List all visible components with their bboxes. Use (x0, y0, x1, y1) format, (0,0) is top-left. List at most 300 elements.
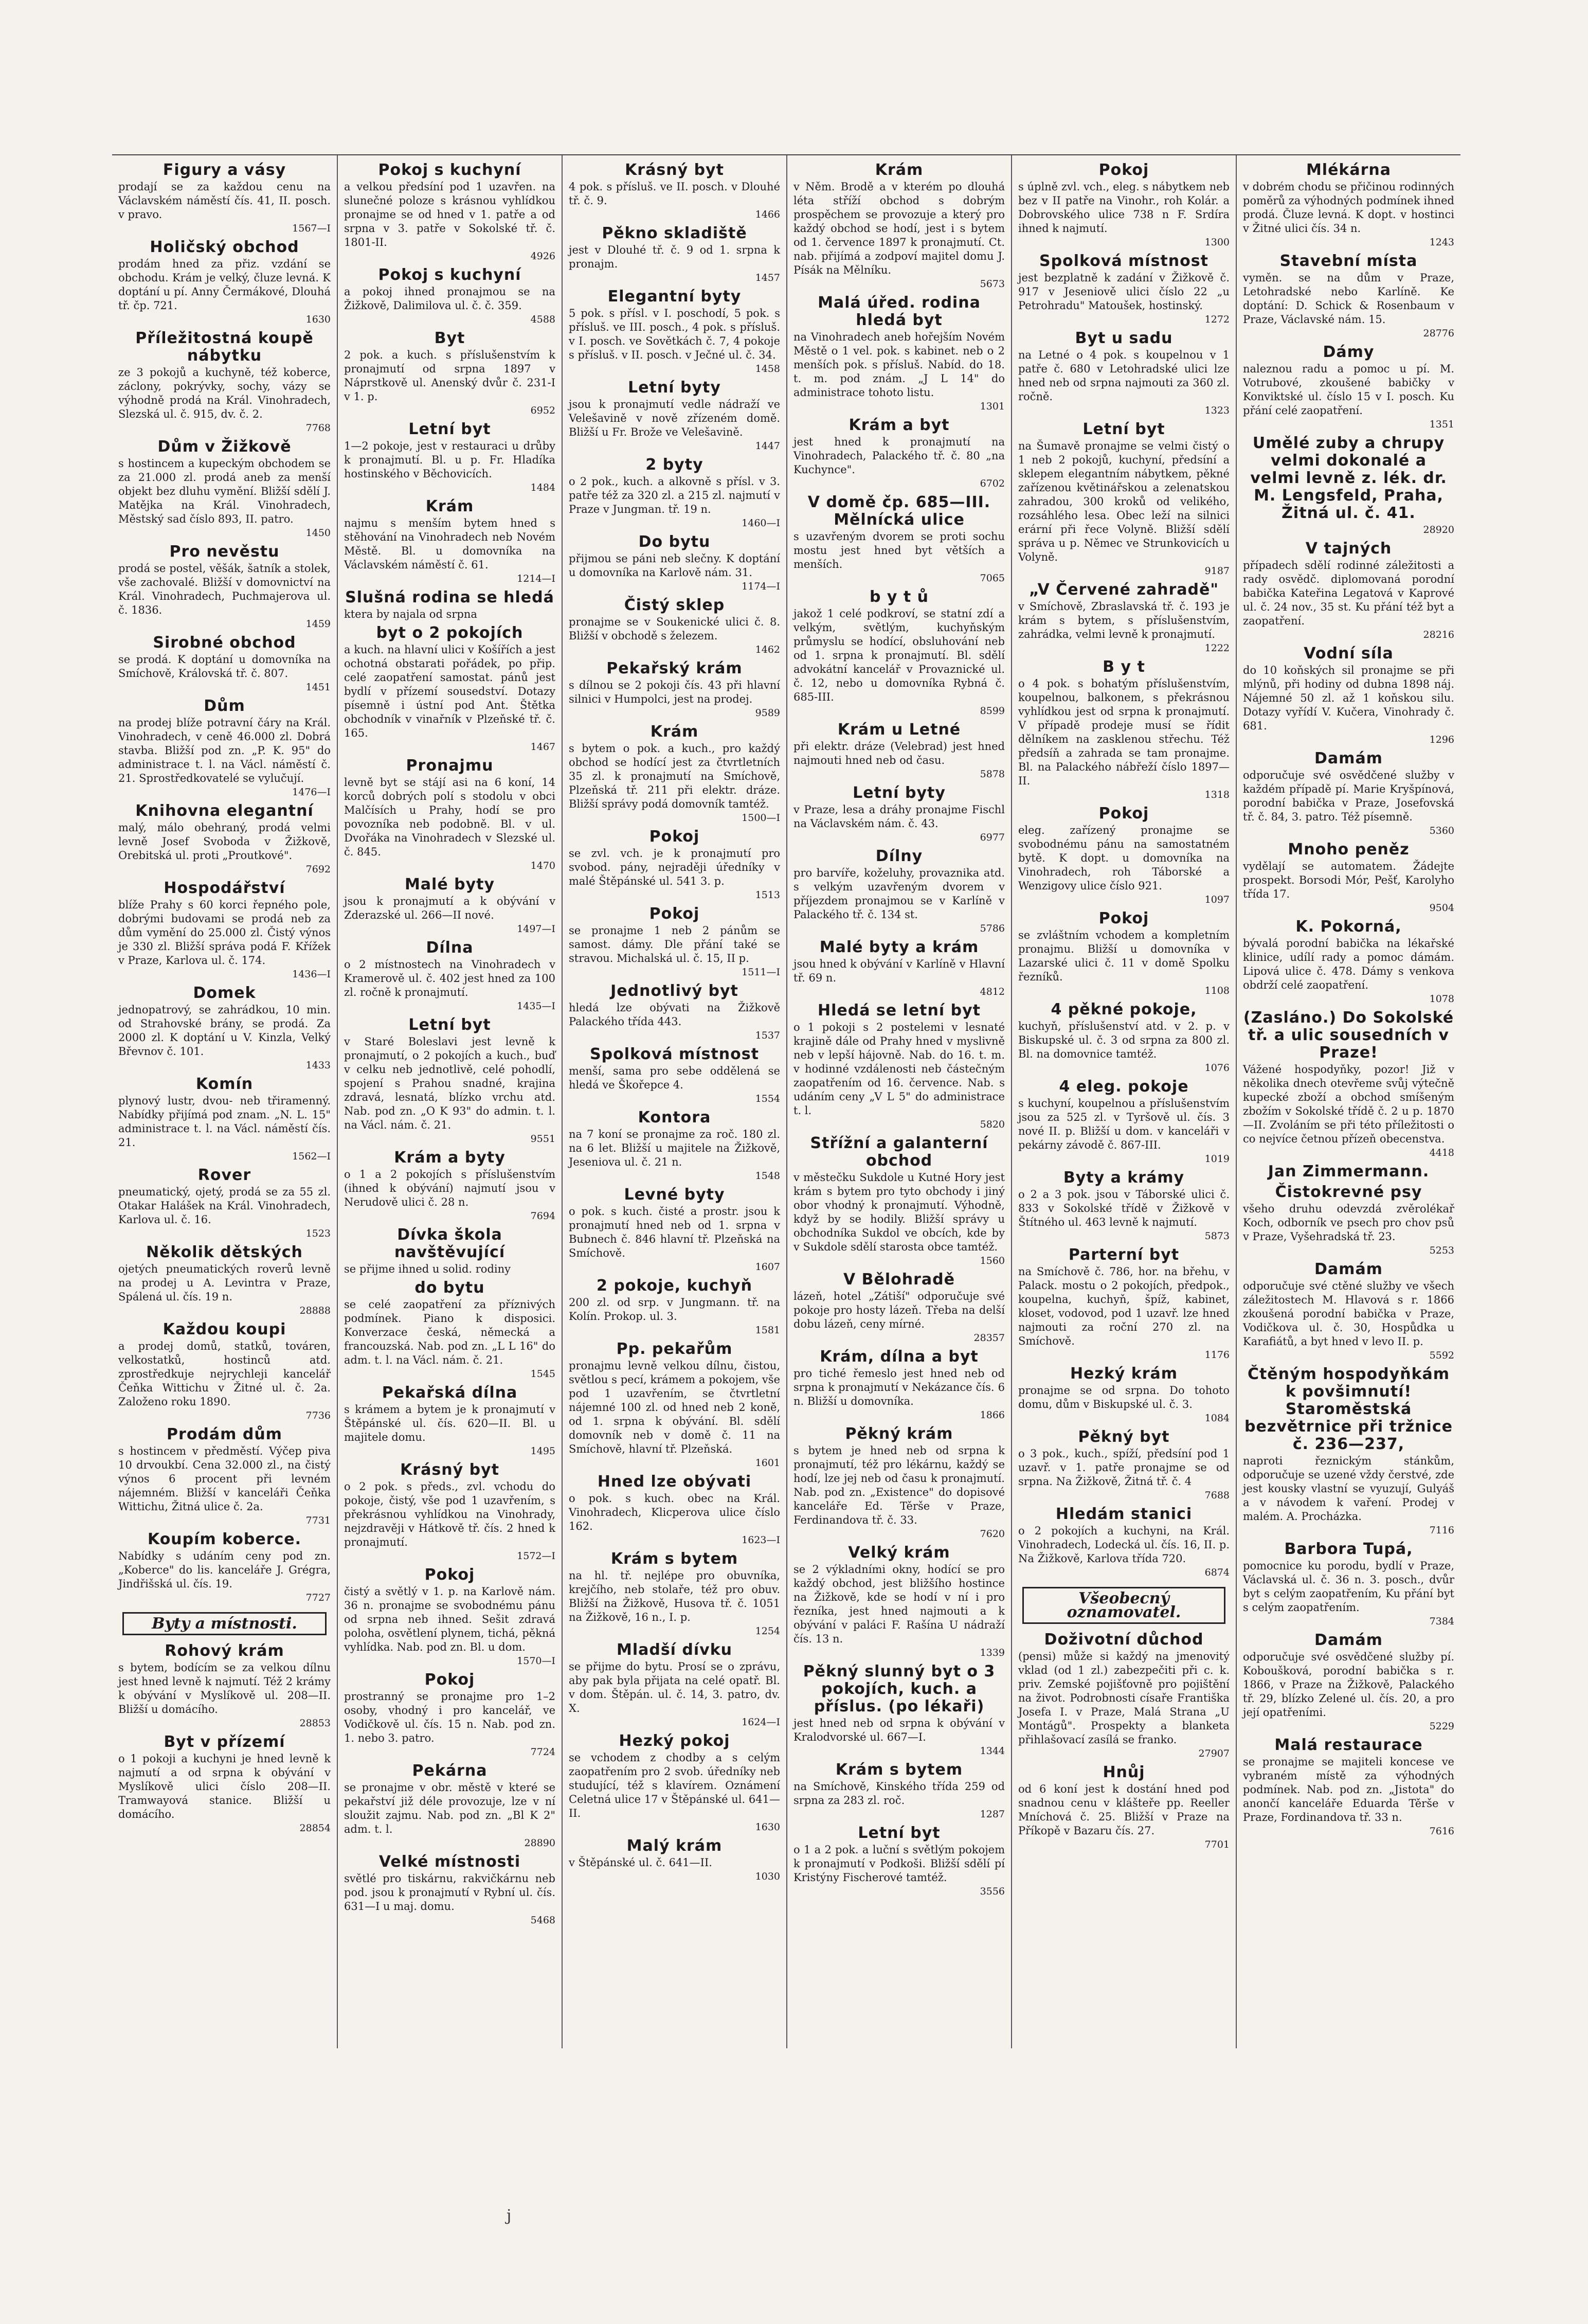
ad-body: Vážené hospodyňky, pozor! Již v několika dnech otevřeme svůj výtečně kupecké zboží a obchod smíšeným zbožím v Sokolské třídě č. 2 u p. 1870—II. Zvoláním se při této příležitosti o co nejvíce četnou přízeň obecenstva. (1243, 1063, 1454, 1145)
advertisement (118, 1321, 331, 1423)
ad-title: Damám (1314, 1631, 1383, 1649)
ad-number: 28853 (299, 1718, 331, 1729)
ad-number: 4418 (1429, 1147, 1454, 1158)
ad-body: odporučuje své ctěné služby ve všech záležitostech M. Hlavová s r. 1866 zkoušená porodní babička v Praze, Vodičkova ul. č. 30, Hospůdka u Karafiátů, a byt hned v levo II. p. (1243, 1280, 1454, 1348)
ad-number: 28776 (1423, 328, 1454, 339)
ad-number: 1458 (755, 363, 780, 374)
ad-body: o 2 pokojích a kuchyni, na Král. Vinohradech, Lodecká ul. čís. 16, II. p. Na Žižkově, Karlova třída 720. (1018, 1525, 1230, 1565)
ad-body: se zvl. vch. je k pronajmutí pro svobod. pány, nejraději úředníky v malé Štěpánské ul. 541 3. p. (569, 847, 780, 887)
ad-body: 5 pok. s přísl. v I. poschodí, 5 pok. s přísluš. ve III. posch., 4 pok. s přísluš. v I. posch. ve Sovětkách č. 7, 4 pokoje s přísluš. v II. posch. v Ječné ul. č. 34. (569, 307, 780, 361)
ad-number: 7620 (980, 1528, 1005, 1540)
ad-body: na Smíchově č. 786, hor. na břehu, v Palack. mostu o 2 pokojích, předpok., koupelna, kuchyň, špíž, kabinet, kloset, vodovod, pod 1 uzavř. lze hned najmouti za roční 270 zl. na Smíchově. (1018, 1265, 1230, 1347)
advertisement (1018, 1078, 1230, 1166)
ad-title: K. Pokorná, (1295, 918, 1402, 936)
ad-body: o pok. s kuch. čisté a prostr. jsou k pronajmutí hned neb od 1. srpna v Bubnech č. 846 hlavní tř. Plzeňská na Smíchově. (569, 1205, 780, 1259)
ad-body: jest v Dlouhé tř. č. 9 od 1. srpna k pronajm. (569, 244, 780, 270)
ad-body: s bytem je hned neb od srpna k pronajmutí, též pro lékárnu, každý se hodí, lze jej neb od času k pronajmutí. Nab. pod zn. „Existence" do dopisové kanceláře Ed. Těrše v Praze, Ferdinandova tř. č. 33. (793, 1444, 1005, 1526)
ad-body: se pronajme se majiteli koncese ve vybraném místě za výhodných podmínek. Nab. pod zn. „Jistota" do anončí kanceláře Eduarda Těrše v Praze, Fordinandova tř. 33 n. (1243, 1756, 1454, 1824)
page-footer-mark: j (507, 2207, 512, 2225)
advertisement (569, 225, 780, 285)
ad-title: b y t ů (869, 588, 929, 606)
ad-number: 1462 (755, 644, 780, 655)
ad-title: Doživotní důchod (1044, 1631, 1204, 1649)
ad-body: v městečku Sukdole u Kutné Hory jest krám s bytem pro tyto obchody i jiný obor vhodný k pronajmutí. Výhodně, když by se hodily. Bližší správy u obchodníka Sukdol ve obcích, kde by v Sukdole sdělí starosta obce tamtéž. (793, 1171, 1005, 1253)
ad-body: o 1 pokoji s 2 postelemi v lesnaté krajině dále od Prahy hned v myslivně neb v lepší hájovně. Nab. do 16. t. m. v hodinné vzdálenosti neb částečným zaopatřením od 16. července. Nab. s udáním ceny „V L 5" do administrace t. l. (793, 1021, 1005, 1117)
advertisement (793, 1425, 1005, 1541)
ad-title: Holičský obchod (150, 238, 299, 256)
ad-title: „V Červené zahradě" (1028, 581, 1219, 599)
advertisement (118, 1244, 331, 1318)
advertisement (118, 802, 331, 877)
ad-title: Každou koupi (163, 1320, 286, 1338)
ad-title: Krám (650, 723, 699, 741)
ad-title: V tajných (1305, 540, 1392, 558)
ad-number: 1570—I (517, 1655, 555, 1667)
advertisement (1243, 344, 1454, 432)
ad-body: levně byt se stájí asi na 6 koní, 14 korců dobrých polí s stodolu v obci Malčísích u Prahy, hodí se pro povozníka neb podobně. Bl. v ul. Dvořáka na Vinohradech v Slezské ul. č. 845. (344, 776, 555, 858)
ad-number: 1470 (530, 860, 555, 871)
advertisement (344, 1279, 555, 1381)
advertisement (344, 421, 555, 495)
advertisement (1018, 658, 1230, 802)
ad-number: 1447 (755, 440, 780, 452)
ad-title: Velký krám (848, 1544, 950, 1562)
advertisement (569, 288, 780, 376)
ad-title: 2 byty (645, 456, 703, 474)
column-2 (337, 155, 562, 2048)
ad-title: Letní byty (628, 379, 721, 397)
ad-body: se pronajme 1 neb 2 pánům se samost. dámy. Dle přání také se stravou. Michalská ul. č. 15, II p. (569, 924, 780, 964)
ad-number: 9551 (530, 1133, 555, 1145)
ad-body: s dílnou se 2 pokoji čís. 43 při hlavní silnici v Humpolci, jest na prodej. (569, 679, 780, 705)
ad-body: Nabídky s udáním ceny pod zn. „Koberce" do lis. kanceláře J. Grégra, Jindřišská ul. čís. 19. (118, 1550, 331, 1590)
ad-body: o 2 pok. s předs., zvl. vchodu do pokoje, čistý, vše pod 1 uzavřením, s překrásnou vyhlídkou na Vinohrady, nejzdravěji v Hátkově tř. čís. 2 hned k pronajmutí. (344, 1480, 555, 1548)
ad-title: Damám (1314, 1260, 1383, 1278)
ad-body: odporučuje své osvědčené služby pí. Koboušková, porodní babička s r. 1866, v Praze na Žižkově, Palackého tř. 29, blízko Zelené ul. čís. 20, a pro její opatřeními. (1243, 1651, 1454, 1719)
ad-body: pneumatický, ojetý, prodá se za 55 zl. Otakar Halášek na Král. Vinohradech, Karlova ul. č. 16. (118, 1186, 331, 1226)
ad-title: Malá restaurace (1274, 1736, 1423, 1754)
ad-number: 1436—I (292, 969, 331, 980)
ad-number: 7065 (980, 573, 1005, 584)
advertisement (1018, 1506, 1230, 1580)
ad-number: 1581 (755, 1325, 780, 1336)
ad-title: Figury a vásy (163, 161, 286, 179)
ad-number: 6702 (980, 478, 1005, 489)
ad-body: a pokoj ihned pronajmou se na Žižkově, Dalimilova ul. č. č. 359. (344, 285, 555, 312)
advertisement (569, 533, 780, 594)
ad-title: Pp. pekařům (616, 1340, 733, 1358)
advertisement (569, 1641, 780, 1729)
ad-title: Letní byt (1082, 420, 1165, 438)
column-1 (112, 155, 337, 2048)
ad-body: prodají se za každou cenu na Václavském náměstí čís. 41, II. posch. v pravo. (118, 181, 331, 221)
ad-number: 1513 (755, 889, 780, 901)
ad-body: s bytem o pok. a kuch., pro každý obchod se hodící jest za čtvrtletních 35 zl. k pronajmutí na Smíchově, Plzeňská tř. 211 při elektr. dráze. Bližší správy podá domovník tamtéž. (569, 742, 780, 810)
ad-title: Krásný byt (400, 1461, 499, 1479)
ad-number: 1562—I (292, 1151, 331, 1162)
ad-title: Krám (425, 497, 474, 515)
ad-number: 5360 (1429, 825, 1454, 836)
advertisement (793, 1002, 1005, 1132)
ad-title: Pokoj (649, 905, 700, 923)
advertisement (1018, 805, 1230, 907)
ad-number: 6874 (1204, 1567, 1230, 1578)
ad-body: najmu s menším bytem hned s stěhování na Vinohradech neb Novém Městě. Bl. u domovníka na Václavském náměstí č. 61. (344, 517, 555, 571)
ad-title: Letní byt (408, 420, 491, 438)
ad-body: prodá se postel, věšák, šatník a stolek, vše zachovalé. Bližší v domovnictví na Král. Vinohradech, Puchmajerova ul. č. 1836. (118, 562, 331, 616)
ad-body: jsou k pronajmutí vedle nádraží ve Velešavině v nově zřízeném domě. Bližší u Fr. Brože ve Velešavině. (569, 398, 780, 438)
advertisement (1018, 421, 1230, 578)
ad-body: 200 zl. od srp. v Jungmann. tř. na Kolín. Prokop. ul. 3. (569, 1296, 780, 1322)
ad-body: všeho druhu odevzdá zvěrolékař Koch, odborník ve psech pro chov psů v Praze, Vyšehradská tř. 23. (1243, 1203, 1454, 1243)
ad-body: 1—2 pokoje, jest v restauraci u drůby k pronajmutí. Bl. u p. Fr. Hladíka hostinského v Běchovicích. (344, 440, 555, 480)
ad-number: 7384 (1429, 1616, 1454, 1627)
advertisement (118, 1076, 331, 1164)
ad-body: s hostincem v předměstí. Výčep piva 10 drvoukbí. Cena 32.000 zl., na čistý výnos 6 procent při levném nájemném. Bližší v kanceláři Čeňka Wittichu, Žitná ulice č. 2a. (118, 1445, 331, 1513)
ad-title: Pokoj (1098, 805, 1149, 823)
advertisement (793, 784, 1005, 845)
advertisement (793, 1348, 1005, 1422)
ad-title: Domek (193, 984, 256, 1002)
ad-body: 4 pok. s přísluš. ve II. posch. v Dlouhé tř. č. 9. (569, 181, 780, 207)
advertisement (118, 239, 331, 327)
advertisement (793, 1825, 1005, 1899)
ad-number: 3556 (980, 1886, 1005, 1897)
ad-body: v Praze, lesa a dráhy pronajme Fischl na Václavském nám. č. 43. (793, 803, 1005, 830)
ad-title: Jednotlivý byt (610, 982, 738, 1000)
ad-body: a kuch. na hlavní ulici v Košířích a jest ochotná obstarati pořádek, po přip. celé zaopatření samostat. pánů jest bydlí v přízemí sousedství. Dotazy písemně i ústní pod Ant. Štětka obchodník v vinařník v Plzeňské tř. č. 165. (344, 643, 555, 739)
ad-title: V domě čp. 685—III. Mělnícká ulice (807, 493, 991, 529)
ad-title: Mlékárna (1306, 161, 1392, 179)
advertisement (793, 294, 1005, 414)
ad-title: Sirobné obchod (153, 634, 296, 652)
ad-body: na Vinohradech aneb hořejším Novém Městě o 1 vel. pok. s kabinet. neb o 2 menších pok. s přísluš. Nabíd. do 18. t. m. pod znám. „J L 14" do administrace tohoto listu. (793, 331, 1005, 399)
advertisement (1018, 253, 1230, 327)
advertisement (793, 1663, 1005, 1758)
ad-title: Hned lze obývati (597, 1473, 752, 1491)
ad-body: se vchodem z chodby a s celým zaopatřením pro 2 svob. úředníky neb studující, též s klavírem. Oznámení Celetná ulice 17 v Štěpánské ul. 641—II. (569, 1751, 780, 1819)
ad-body: pronajme se od srpna. Do tohoto domu, dům v Biskupské ul. č. 3. (1018, 1384, 1230, 1410)
advertisement (569, 723, 780, 825)
ad-title: Hledám stanici (1055, 1505, 1193, 1523)
ad-title: Dílny (875, 847, 923, 865)
ad-body: pomocnice ku porodu, bydlí v Praze, Václavská ul. č. 36 n. 3. posch., dvůr byt s celým zaopatřením, Ku přání byt s celým zaopatřením. (1243, 1560, 1454, 1614)
ad-title: Velké místnosti (378, 1853, 521, 1871)
ad-number: 1451 (305, 682, 331, 693)
ad-body: naleznou radu a pomoc u pí. M. Votrubové, zkoušené babičky v Konviktské ul. číslo 15 v I. posch. Ku přání celé zaopatření. (1243, 363, 1454, 417)
ad-title: 2 pokoje, kuchyň (597, 1277, 752, 1295)
ad-title: Malé byty a krám (819, 938, 979, 956)
ad-number: 1607 (755, 1261, 780, 1273)
ad-number: 1214—I (517, 573, 555, 584)
ad-title: Umělé zuby a chrupy velmi dokonalé a velmi levně z. lék. dr. M. Lengsfeld, Praha, Žitná ul. č. 41. (1250, 434, 1447, 522)
ad-title: Krám (875, 161, 924, 179)
ad-body: jsou hned k obývání v Karlíně v Hlavní tř. 69 n. (793, 958, 1005, 984)
ad-number: 1300 (1204, 237, 1230, 248)
ad-title: Pokoj (1098, 161, 1149, 179)
advertisement (1243, 1009, 1454, 1160)
ad-number: 28888 (299, 1305, 331, 1316)
ad-title: (Zasláno.) Do Sokolské tř. a ulic sousedních v Praze! (1243, 1009, 1454, 1062)
ad-number: 1523 (305, 1228, 331, 1239)
ad-body: o pok. s kuch. obec na Král. Vinohradech, Klicperova ulice číslo 162. (569, 1492, 780, 1532)
ad-title: Krám s bytem (610, 1550, 738, 1568)
advertisement (1018, 1365, 1230, 1425)
ad-number: 1545 (530, 1368, 555, 1380)
column-5 (1011, 155, 1236, 2048)
ad-title: Příležitostná koupě nábytku (135, 329, 314, 365)
ad-number: 7694 (530, 1210, 555, 1222)
advertisement (569, 982, 780, 1043)
ad-title: 4 pěkné pokoje, (1051, 1000, 1197, 1018)
ad-number: 1560 (980, 1255, 1005, 1266)
ad-body: s uzavřeným dvorem se proti sochu mostu jest hned byt větších a menších. (793, 530, 1005, 570)
advertisement (1018, 581, 1230, 655)
advertisement (1243, 1541, 1454, 1629)
advertisement (793, 1544, 1005, 1660)
ad-number: 1287 (980, 1809, 1005, 1820)
ad-body: odporučuje své osvědčené služby v každém případě pí. Marie Kryšpínová, porodní babička v Praze, Josefovská tř. č. 84, 3. patro. Též písemně. (1243, 769, 1454, 823)
advertisement (569, 1473, 780, 1547)
ad-number: 28216 (1423, 629, 1454, 640)
ad-number: 7768 (305, 422, 331, 434)
ad-number: 1466 (755, 209, 780, 220)
ad-body: o 2 a 3 pok. jsou v Táborské ulici č. 833 v Sokolské třídě v Žižkově v Štítného ul. 463 levně k najmutí. (1018, 1188, 1230, 1228)
ad-body: naproti řeznickým stánkům, odporučuje se uzené vždy čerstvé, zde jest kousky vlastní se vyuzují, Gulyáš a v návodem k vaření. Prodej v malém. A. Procházka. (1243, 1455, 1454, 1523)
ad-number: 5878 (980, 768, 1005, 780)
ad-title: Byt v přízemí (164, 1733, 285, 1751)
ad-body: kuchyň, příslušenství atd. v 2. p. v Biskupské ul. č. 3 od srpna za 800 zl. Bl. na domovnice tamtéž. (1018, 1020, 1230, 1060)
ad-body: blíže Prahy s 60 korci řepného pole, dobrými budovami se prodá neb za dům vymění do 25.000 zl. Čistý výnos je 330 zl. Bližší správa podá F. Křížek v Praze, Karlova ul. č. 174. (118, 899, 331, 967)
ad-body: světlé pro tiskárnu, rakvičkárnu neb pod. jsou k pronajmutí v Rybní ul. čís. 631—I u maj. domu. (344, 1872, 555, 1912)
section-header: Všeobecný oznamovatel. (1022, 1587, 1225, 1624)
ad-title: Pokoj (424, 1566, 475, 1584)
ad-body: pronajmu levně velkou dílnu, čistou, světlou s pecí, krámem a pokojem, vše pod 1 uzavřením, se čtvrtletní nájemné 100 zl. od hned neb 2 koně, od 1. srpna k obývání. Bl. sdělí domovník neb v domě č. 11 na Smíchově, hlavní tř. Plzeňská. (569, 1360, 780, 1455)
ad-number: 1450 (305, 527, 331, 539)
advertisement (1018, 910, 1230, 998)
ad-number: 1019 (1204, 1153, 1230, 1165)
section-header: Byty a místnosti. (122, 1612, 327, 1635)
ad-body: v Staré Boleslavi jest levně k pronajmutí, o 2 pokojích a kuch., buď v celku neb jednotlivě, celé pohodlí, spojení s Prahou snadné, krajina zdravá, lesnatá, blízko vrchu atd. Nab. pod zn. „O K 93" do admin. t. l. na Václ. nám. č. 21. (344, 1035, 555, 1131)
advertisement (569, 660, 780, 720)
ad-number: 1108 (1204, 985, 1230, 996)
advertisement (793, 1761, 1005, 1821)
advertisement (1018, 162, 1230, 249)
advertisement (1018, 1428, 1230, 1503)
advertisement (569, 1109, 780, 1183)
ad-number: 9187 (1204, 565, 1230, 577)
advertisement (569, 905, 780, 979)
ad-title: Pekárna (412, 1762, 488, 1780)
ad-title: Malá úřed. rodina hledá byt (818, 294, 981, 329)
advertisement (344, 498, 555, 586)
advertisement (1243, 1366, 1454, 1538)
advertisement (793, 848, 1005, 936)
ad-number: 1630 (305, 314, 331, 325)
ad-title: Spolková místnost (590, 1045, 759, 1063)
ad-body: přijmou se páni neb slečny. K doptání u domovníka na Karlově nám. 31. (569, 552, 780, 579)
ad-body: ze 3 pokojů a kuchyně, též koberce, záclony, pokrývky, sochy, vázy se výhodně prodá na Král. Vinohradech, Slezská ul. č. 915, dv. č. 2. (118, 366, 331, 420)
ad-body: a prodej domů, statků, továren, velkostatků, hostinců atd. zprostředkuje nejrychleji kancelář Čeňka Wittichu v Žitné ul. č. 2a. Založeno roku 1890. (118, 1340, 331, 1408)
advertisement (118, 1167, 331, 1241)
ad-body: se pronajme v obr. městě v které se pekařství již déle provozuje, lze v ní sloužit zajmu. Nab. pod zn. „Bl K 2" adm. t. l. (344, 1781, 555, 1835)
ad-number: 1567—I (292, 223, 331, 234)
ad-number: 1537 (755, 1030, 780, 1041)
ad-title: Pekařský krám (606, 659, 743, 677)
ad-title: Pěkný krám (845, 1425, 953, 1443)
ad-title: Pokoj (424, 1671, 475, 1689)
ad-number: 7688 (1204, 1490, 1230, 1501)
ad-title: Pekařská dílna (382, 1384, 518, 1402)
ad-title: Stavební místa (1279, 252, 1418, 270)
ad-body: v dobrém chodu se přičinou rodinných poměrů za výhodných podmínek ihned prodá. Čluze levná. K dopt. v hostinci v Žitné ulici čís. 34 n. (1243, 181, 1454, 235)
ad-number: 1433 (305, 1060, 331, 1071)
ad-title: Rohový krám (165, 1642, 284, 1660)
advertisement (569, 1732, 780, 1834)
ad-body: menší, sama pro sebe oddělená se hledá ve Škořepce 4. (569, 1065, 780, 1091)
ad-body: vyměn. se na dům v Praze, Letohradské nebo Karlíně. Ke doptání: D. Schick & Rosenbaum v Praze, Václavské nám. 15. (1243, 272, 1454, 326)
ad-title: Byt (434, 329, 465, 347)
ad-body: pro tiché řemeslo jest hned neb od srpna k pronajmutí v Nekázance čís. 6 n. Bližší u domovníka. (793, 1367, 1005, 1407)
ad-body: o 3 pok., kuch., spíží, předsíní pod 1 uzavř. v 1. patře pronajme se od srpna. Na Žižkově, Žitná tř. č. 4 (1018, 1447, 1230, 1488)
newspaper-page (112, 154, 1460, 2048)
ad-number: 5786 (980, 923, 1005, 934)
ad-title: Několik dětských (146, 1243, 303, 1261)
ad-number: 1500—I (742, 812, 780, 824)
ad-number: 5820 (980, 1119, 1005, 1130)
advertisement (344, 589, 555, 621)
advertisement (793, 417, 1005, 491)
advertisement (118, 1531, 331, 1605)
ad-number: 4812 (980, 986, 1005, 997)
ad-body: jsou k pronajmutí a k obývání v Zderazské ul. 266—II nové. (344, 895, 555, 921)
ad-body: se prodá. K doptání u domovníka na Smíchově, Královská tř. č. 807. (118, 653, 331, 680)
ad-number: 1476—I (292, 786, 331, 798)
ad-title: Střížní a galanterní obchod (810, 1134, 988, 1170)
ad-number: 1601 (755, 1457, 780, 1469)
ad-body: o 1 a 2 pok. a luční s světlým pokojem k pronajmutí v Podkoši. Bližší sdělí pí Kristýny Fischerové tamtéž. (793, 1844, 1005, 1884)
ad-body: (pensi) může si každý na jmenovitý vklad (od 1 zl.) zabezpečiti při c. k. priv. Zemské pojišťovně pro pojištění na život. Podrobnosti císaře Františka Josefa I. v Praze, Malá Strana „U Montágů". Prospekty a blanketa přihlašovací zasílá se franko. (1018, 1650, 1230, 1746)
ad-title: Damám (1314, 749, 1383, 767)
advertisement (1243, 253, 1454, 341)
advertisement (1243, 1261, 1454, 1363)
advertisement (118, 1426, 331, 1528)
ad-body: pronajme se v Soukenické ulici č. 8. Bližší v obchodě s železem. (569, 616, 780, 642)
advertisement (1243, 645, 1454, 747)
advertisement (118, 438, 331, 540)
ad-title: do bytu (414, 1279, 485, 1297)
advertisement (793, 721, 1005, 781)
ad-number: 28890 (524, 1837, 555, 1849)
ad-body: v Štěpánské ul. č. 641—II. (569, 1856, 712, 1869)
ad-title: Spolková místnost (1039, 252, 1208, 270)
advertisement (793, 162, 1005, 291)
ad-title: Vodní síla (1304, 645, 1394, 663)
ad-title: Byt u sadu (1075, 329, 1173, 347)
advertisement (1243, 1184, 1454, 1258)
ad-body: se přijme ihned u solid. rodiny (344, 1263, 511, 1275)
ad-number: 8599 (980, 705, 1005, 717)
ad-number: 1459 (305, 618, 331, 630)
column-4 (786, 155, 1011, 2048)
ad-title: Byty a krámy (1063, 1169, 1185, 1187)
ad-body: jednopatrový, se zahrádkou, 10 min. od Strahovské brány, se prodá. Za 2000 zl. K doptání u V. Kinzla, Velký Břevnov č. 101. (118, 1004, 331, 1058)
ad-number: 28854 (299, 1822, 331, 1834)
ad-number: 1572—I (517, 1550, 555, 1562)
ad-number: 1243 (1429, 237, 1454, 248)
advertisement (1018, 1246, 1230, 1362)
ad-title: Pěkno skladiště (602, 224, 747, 242)
ad-body: na Šumavě pronajme se velmi čistý o 1 neb 2 pokojů, kuchyní, předsíní a sklepem elegantním nábytkem, pěkné zařízenou květinářskou a zelenatskou zahradou, 300 kroků od velikého, rozsáhlého lesa. Obec leží na silnici erární při řece Volyně. Bližší sdělí správa u p. Němec ve Strunkovicích u Volyně. (1018, 440, 1230, 563)
ad-title: V Bělohradě (843, 1271, 955, 1289)
ad-body: při elektr. dráze (Velebrad) jest hned najmouti hned neb od času. (793, 740, 1005, 766)
ad-number: 1467 (530, 741, 555, 753)
ad-title: Slušná rodina se hledá (345, 588, 554, 606)
ad-title: Letní byty (853, 784, 946, 802)
ad-number: 1511—I (742, 967, 780, 978)
advertisement (569, 162, 780, 222)
ad-body: ojetých pneumatických roverů levně na prodej u A. Levintra v Praze, Spálená ul. čís. 19 n. (118, 1263, 331, 1303)
advertisement (1243, 1163, 1454, 1181)
ad-body: jest bezplatně k zadání v Žižkově č. 917 v Jeseniově ulici číslo 22 „u Petrohradu" Matoušek, hostinský. (1018, 272, 1230, 312)
ad-body: v Něm. Brodě a v kterém po dlouhá léta stříží obchod s dobrým prospěchem se provozuje a který pro každý obchod se hodí, jest i s bytem od 1. července 1897 k pronajmutí. Ct. nab. přijímá a zodpoví majitel domu J. Písák na Mělníku. (793, 181, 1005, 276)
ad-body: na hl. tř. nejlépe pro obuvníka, krejčího, neb stolaře, též pro obuv. Bližší na Žižkově, Husova tř. č. 1051 na Žižkově, 16 n., I. p. (569, 1569, 780, 1623)
ad-number: 28357 (973, 1332, 1005, 1344)
advertisement (793, 1135, 1005, 1268)
ad-title: Krám u Letné (837, 721, 961, 739)
advertisement (344, 1762, 555, 1850)
column-3 (562, 155, 786, 2048)
ad-body: prostranný se pronajme pro 1–2 osoby, vhodný i pro kancelář, ve Vodičkově ul. čís. 15 n. Nab. pod zn. 1. nebo 3. patro. (344, 1690, 555, 1744)
ad-title: Levné byty (624, 1186, 725, 1204)
ad-body: hledá lze obývati na Žižkově Palackého třída 443. (569, 1002, 780, 1028)
advertisement (1018, 1631, 1230, 1761)
ad-body: od 6 koní jest k dostání hned pod snadnou cenu v klášteře pp. Reeller Mníchová č. 25. Bližší v Praze na Příkopě v Bazaru čís. 27. (1018, 1783, 1230, 1837)
ad-title: Dámy (1323, 343, 1375, 361)
advertisement (118, 985, 331, 1072)
advertisement (344, 1671, 555, 1759)
advertisement (344, 162, 555, 263)
ad-title: Čistý sklep (624, 596, 725, 614)
ad-number: 1318 (1204, 789, 1230, 800)
advertisement (793, 588, 1005, 718)
ad-number: 1030 (755, 1871, 780, 1882)
ad-number: 1344 (980, 1745, 1005, 1757)
ad-title: Dívka škola navštěvující (394, 1226, 506, 1261)
ad-number: 1339 (980, 1647, 1005, 1658)
ad-title: Pokoj (649, 828, 700, 846)
advertisement (1018, 1001, 1230, 1075)
advertisement (1018, 330, 1230, 418)
advertisement (118, 543, 331, 631)
ad-body: do 10 koňských sil pronajme se při mlýnů, při hodiny od dubna 1898 náj. Nájemné 50 zl. až 1 koňskou silu. Dotazy vyřídí V. Kučera, Vinohrady č. 681. (1243, 664, 1454, 732)
ad-body: v Smíchově, Zbraslavská tř. č. 193 je krám s bytem, s příslušenstvím, zahrádka, velmi levně k pronajmutí. (1018, 600, 1230, 640)
ad-title: Mnoho peněz (1288, 841, 1410, 859)
ad-title: Knihovna elegantní (135, 802, 314, 820)
ad-body: lázeň, hotel „Zátiší" odporučuje své pokoje pro hosty lázeň. Třeba na delší dobu lázeň, ceny mírné. (793, 1290, 1005, 1330)
ad-number: 7736 (305, 1410, 331, 1421)
ad-body: o 1 pokoji a kuchyni je hned levně k najmutí a od srpna k obývání v Myslíkově ulici číslo 208—II. Tramwayová stanice. Bližší u domácího. (118, 1753, 331, 1820)
ad-title: Čtěným hospodyňkám k povšimnutí! Staroměstská bezvětrnice při tržnice č. 236—237, (1244, 1365, 1453, 1453)
ad-number: 7731 (305, 1515, 331, 1526)
ad-number: 1323 (1204, 405, 1230, 416)
advertisement (118, 162, 331, 236)
ad-title: Krásný byt (625, 161, 724, 179)
advertisement (118, 1733, 331, 1835)
ad-title: Pokoj s kuchyní (378, 266, 521, 284)
advertisement (344, 1226, 555, 1276)
ad-title: Krám a byt (849, 416, 950, 434)
